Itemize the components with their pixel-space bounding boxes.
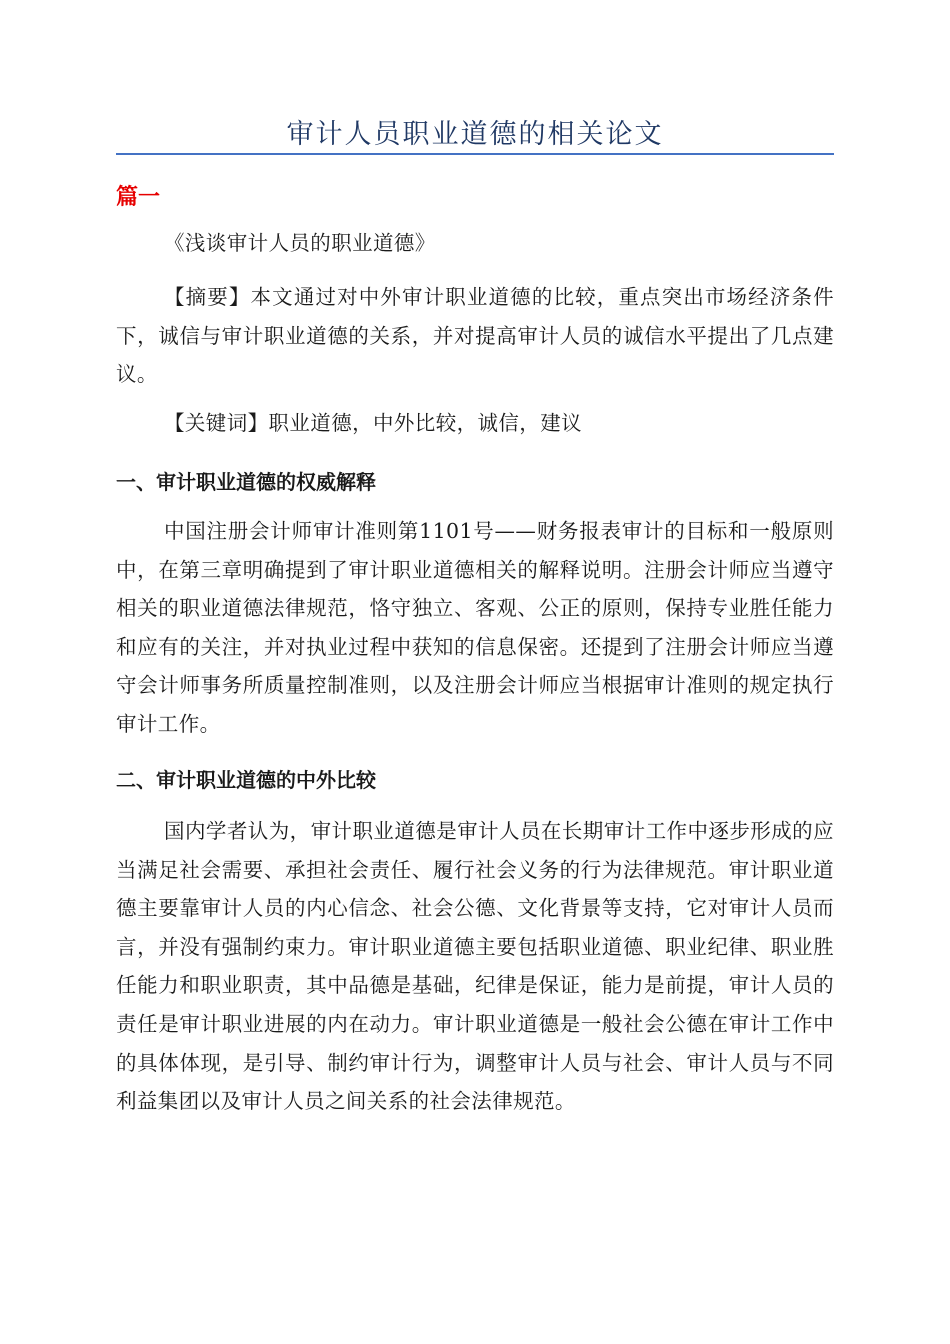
section-1-paragraph: 中国注册会计师审计准则第1101号——财务报表审计的目标和一般原则中，在第三章明确提到了审计职业道德相关的解释说明。注册会计师应当遵守相关的职业道德法律规范，恪守独立、客观、公正的原则，保持专业胜任能力和应有的关注，并对执业过程中获知的信息保密。还提到了注册会计师应当遵守会计师事务所质量控制准则，以及注册会计师应当根据审计准则的规定执行审计工作。 [116, 519, 834, 736]
title-underline [116, 153, 834, 155]
section-2-paragraph: 国内学者认为，审计职业道德是审计人员在长期审计工作中逐步形成的应当满足社会需要、承担社会责任、履行社会义务的行为法律规范。审计职业道德主要靠审计人员的内心信念、社会公德、文化背景等支持，它对审计人员而言，并没有强制约束力。审计职业道德主要包括职业道德、职业纪律、职业胜任能力和职业职责，其中品德是基础，纪律是保证，能力是前提，审计人员的责任是审计职业进展的内在动力。审计职业道德是一般社会公德在审计工作中的具体体现，是引导、制约审计行为，调整审计人员与社会、审计人员与不同利益集团以及审计人员之间关系的社会法律规范。 [116, 819, 834, 1114]
article-title: 《浅谈审计人员的职业道德》 [164, 231, 436, 255]
document-title: 审计人员职业道德的相关论文 [286, 119, 664, 150]
part-label: 篇一 [116, 184, 161, 210]
section-2-heading: 二、审计职业道德的中外比较 [116, 768, 376, 792]
keywords-paragraph: 【关键词】职业道德，中外比较，诚信，建议 [164, 411, 582, 435]
section-1-heading: 一、审计职业道德的权威解释 [116, 470, 376, 494]
abstract-paragraph: 【摘要】本文通过对中外审计职业道德的比较，重点突出市场经济条件下，诚信与审计职业道德的关系，并对提高审计人员的诚信水平提出了几点建议。 [116, 285, 834, 387]
